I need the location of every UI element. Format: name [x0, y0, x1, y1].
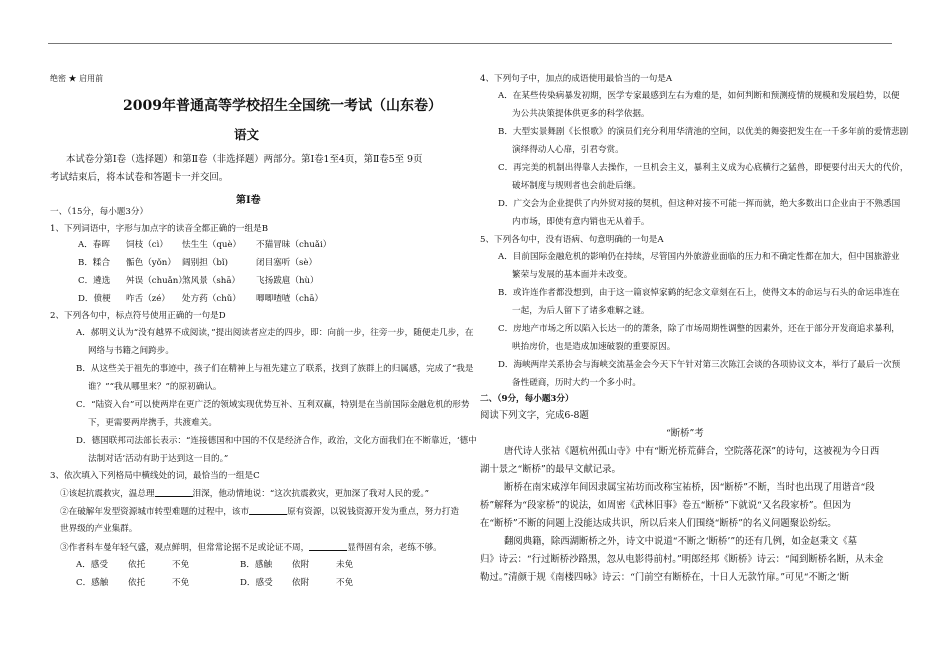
q3-c-2: 依托	[128, 578, 146, 588]
essay-line-8: 勒过。”清颜于规《南楼四咏》诗云：“门前空有断桥在，十日人无款竹扉。”可见“不断之‘断	[480, 572, 850, 583]
q3-s4-b: 显得固有余，老练不够。	[347, 543, 442, 553]
part-one-heading: 第Ⅰ卷	[236, 195, 261, 206]
q4-line-8: 内市场，即使有意内销也无从着手。	[512, 217, 650, 227]
q3-sentence-3: 世界级的产业集群。	[60, 524, 138, 534]
q3-d-2: 依附	[292, 578, 310, 588]
reading-instruction: 阅读下列文字，完成6-8题	[480, 410, 589, 421]
q3-s1-b: 泪深，他动情地说：“这次抗震救灾，更加深了我对人民的爱。”	[192, 489, 430, 499]
q5-line-7: D．海峡两岸关系协会与海峡交流基金会今天下午针对第三次陈江会谈的各项协议文本，举行了最后一次预	[498, 360, 901, 370]
q4-line-5: C．再完美的机制出得靠人去操作，一旦机会主义，暴利主义成为心底横行之猛兽，即便要付出天大的代价，	[498, 163, 909, 173]
q5-line-4: 一起，为后人留下了诸多难解之谜。	[512, 306, 650, 316]
q3-stem: 3、依次填入下列格局中横线处的词，最恰当的一组是C	[50, 471, 260, 481]
q1-c-1: C．遴选	[78, 276, 111, 286]
q4-line-1: A．在某些传染病暴发初期，医学专家最感到左右为难的是，如何判断和预测疫情的规模和发展趋势，以便	[498, 91, 900, 101]
q3-s2-a: ②在破解年发型资源城市转型难题的过程中，该市	[60, 507, 250, 517]
q5-line-1: A．目前国际金融危机的影响仍在持续，尽管国内外旅游业面临的压力和不确定性都在加大，但中国旅游业	[498, 252, 900, 262]
q3-blank-3	[309, 541, 347, 551]
q1-d-3: 处方药（chǔ）	[182, 294, 241, 304]
secret-label: 绝密 ★ 启用前	[50, 74, 104, 83]
q2-line-6: 下，更需要两岸携手，共渡难关。	[88, 418, 217, 428]
q2-line-8: 法制对话’活动有助于达到这一目的。”	[88, 454, 229, 464]
q1-a-4: 不猫冒昧（chuǎi）	[256, 240, 332, 250]
q3-c-3: 不免	[172, 578, 190, 588]
q3-sentence-1	[60, 487, 429, 500]
q4-line-3: B．大型实景舞剧《长恨歌》的演员们充分利用华清池的空间，以优美的舞姿把发生在一千多年前的爱情悲剧	[498, 127, 909, 137]
q3-a-2: 依托	[128, 560, 146, 570]
q3-sentence-4	[60, 541, 442, 554]
q2-line-1: A．郝明义认为“没有越界不成阅读，”提出阅读者应走的四步，即：向前一步，往旁一步，随便走几步，在	[76, 328, 474, 338]
q2-stem: 2、下列各句中，标点符号使用正确的一句是D	[50, 311, 226, 321]
essay-line-7: 归》诗云：“行过断桥沙路黑，忽从电影得前村。”明郎经邦《断桥》诗云：“闻到断桥名断，从未金	[480, 554, 884, 565]
q3-blank-2	[249, 505, 287, 515]
q3-b-3: 未免	[336, 560, 354, 570]
essay-line-4: 桥”解释为“段家桥”的说法，如周密《武林旧事》卷五“断桥”下就说“又名段家桥”。但因为	[480, 500, 852, 511]
q5-stem: 5、下列各句中，没有语病、句意明确的一句是A	[480, 235, 664, 245]
q1-c-4: 飞扬跋扈（hù）	[256, 276, 319, 286]
exam-title: 2009年普通高等学校招生全国统一考试（山东卷）	[123, 98, 442, 114]
q4-line-6: 破坏制度与规则者也会前赴后继。	[512, 181, 641, 191]
q1-c-2: 舛误（chuǎn）	[126, 276, 187, 286]
q1-b-3: 阔别担（bǐ)	[182, 258, 228, 268]
q3-d-3: 不免	[336, 578, 354, 588]
header-rule	[48, 43, 892, 44]
q1-b-1: B．糅合	[78, 258, 111, 268]
q5-line-8: 备性磋商，历时大约一个多小时。	[512, 378, 641, 388]
q1-d-2: 咋舌（zé）	[126, 294, 170, 304]
q1-b-2: 骺色（yǒn）	[126, 258, 176, 268]
q3-s4-a: ③作者科车曼年轻气盛，观点鲜明，但常常论据不足或论证不周，	[60, 543, 310, 553]
q5-line-6: 哄抬房价，也是造成加速破裂的重要原因。	[512, 342, 676, 352]
essay-line-1: 唐代诗人张祜《题杭州孤山寺》中有“断光桥荒藓合，空院落花深”的诗句，这被视为今日西	[504, 446, 880, 457]
q1-a-3: 怯生生（què）	[182, 240, 242, 250]
q2-line-5: C．“陆资入台”可以使两岸在更广泛的领域实现优势互补、互利双赢，特别是在当前国际金融危机的形势	[76, 400, 470, 410]
q3-s1-a: ①该起抗震救灾，温总理	[60, 489, 155, 499]
q3-a-3: 不免	[172, 560, 190, 570]
essay-line-3: 断桥在南宋咸淳年间因隶属宝祐坊而改称宝祐桥，因“断桥”不断，当时也出现了用谐音“段	[504, 482, 875, 493]
essay-line-5: 在“断桥”不断的问题上没能达成共识，所以后来人们围绕“断桥”的名义问题聚讼纷纭。	[480, 518, 837, 529]
subject-title: 语文	[234, 127, 260, 142]
q3-sentence-2	[60, 505, 459, 518]
section-one-heading: 一、（15分，每小题3分）	[50, 207, 149, 217]
q4-line-7: D．广交会为企业提供了内外贸对接的契机，但这种对接不可能一挥而就，绝大多数出口企业由于不熟悉国	[498, 199, 901, 209]
q2-line-3: B．从这些关于祖先的事迹中，孩子们在精神上与祖先建立了联系，找到了族群上的归属感，完成了“我是	[76, 364, 474, 374]
q1-a-2: 饲枝（cì）	[126, 240, 168, 250]
intro-line-2: 考试结束后，将本试卷和答题卡一并交回。	[50, 172, 229, 183]
q2-line-2: 网络与书籍之间跨步。	[88, 346, 174, 356]
q1-stem: 1、下列词语中，字形与加点字的读音全都正确的一组是B	[50, 224, 269, 234]
q3-c-1: C．感触	[76, 578, 109, 588]
intro-line-1: 本试卷分第Ⅰ卷（选择题）和第Ⅱ卷（非选择题）两部分。第Ⅰ卷1至4页，第Ⅱ卷5至 9页	[66, 154, 423, 165]
essay-title: “断桥”考	[666, 428, 704, 439]
q5-line-3: B．或许连作者都没想到，由于这一篇哀悼家鹤的纪念文章刻在石上，使得文本的命运与石头的命运串连在	[498, 288, 900, 298]
q1-b-4: 闭目塞听（sè）	[256, 258, 318, 268]
q1-a-1: A．春晖	[78, 240, 110, 250]
q5-line-2: 繁荣与发展的基本面并未改变。	[512, 270, 633, 280]
q2-line-7: D．德国联邦司法部长表示：“连接德国和中国的不仅是经济合作，政治，文化方面我们在不断靠近，‘德中	[76, 436, 477, 446]
q1-d-1: D．偾梗	[78, 294, 111, 304]
essay-line-2: 湖十景之“断桥”的最早文献记录。	[480, 464, 621, 475]
q1-d-4: 唧唧喳喳（chā）	[256, 294, 324, 304]
essay-line-6: 翻阅典籍，除西湖断桥之外，诗文中说道“不断之‘断桥’”的还有几例，如金赵秉文《墓	[504, 536, 858, 547]
q3-blank-1	[155, 487, 193, 497]
q3-s2-b: 原有资源，以锐钱资源开发为重点，努力打造	[287, 507, 459, 517]
q4-line-4: 演绎得动人心扉，引君夸赏。	[512, 145, 624, 155]
q3-b-2: 依附	[292, 560, 310, 570]
q5-line-5: C．房地产市场之所以陷入长达一的的萧条，除了市场周期性调整的因素外，还在于部分开发商追求暴利，	[498, 324, 900, 334]
q4-stem: 4、下列句子中，加点的成语使用最恰当的一句是A	[480, 74, 673, 84]
q4-line-2: 为公共决策提体供更多的科学依据。	[512, 109, 650, 119]
q3-d-1: D．感受	[240, 578, 273, 588]
q3-a-1: A．感受	[76, 560, 108, 570]
q1-c-3: 煞风景（shā）	[182, 276, 241, 286]
q3-b-1: B．感触	[240, 560, 273, 570]
section-two-heading: 二、（9分，每小题3分）	[480, 394, 574, 404]
q2-line-4: 谁？”“我从哪里来？”的原初确认。	[88, 382, 222, 392]
